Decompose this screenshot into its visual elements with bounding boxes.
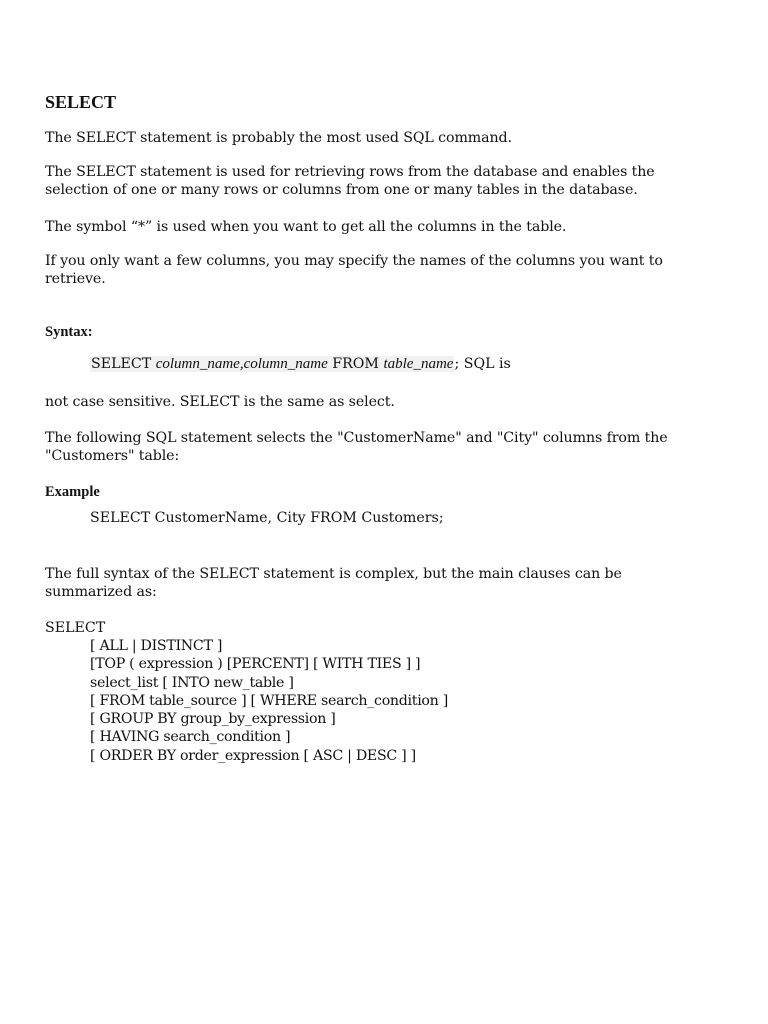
case-sensitivity-note: not case sensitive. SELECT is the same as select. <box>45 394 395 410</box>
page-title: SELECT <box>45 92 117 112</box>
columns-paragraph <box>45 252 725 288</box>
example-code: SELECT CustomerName, City FROM Customers; <box>90 510 444 526</box>
clause-item: [TOP ( expression ) [PERCENT] [ WITH TIES ] ] <box>90 656 421 673</box>
following-paragraph <box>45 429 725 465</box>
full-syntax-select-keyword: SELECT <box>45 620 106 636</box>
columns-paragraph-line2: retrieve. <box>45 271 106 287</box>
clause-item: [ HAVING search_condition ] <box>90 729 291 746</box>
syntax-column-names: column_name,column_name <box>155 356 328 372</box>
syntax-highlight <box>90 356 454 372</box>
full-syntax-clause-list <box>90 637 448 765</box>
syntax-table-name: table_name <box>383 356 454 372</box>
clause-item: [ GROUP BY group_by_expression ] <box>90 711 336 728</box>
full-syntax-line2: summarized as: <box>45 584 157 600</box>
syntax-from-keyword: FROM <box>327 356 384 372</box>
retrieval-paragraph <box>45 163 725 199</box>
asterisk-paragraph: The symbol “*” is used when you want to get all the columns in the table. <box>45 219 567 235</box>
retrieval-paragraph-line1: The SELECT statement is used for retrieving rows from the database and enables the <box>45 164 655 180</box>
clause-item: [ ALL | DISTINCT ] <box>90 638 223 654</box>
columns-paragraph-line1: If you only want a few columns, you may specify the names of the columns you want to <box>45 253 663 269</box>
following-paragraph-line1: The following SQL statement selects the "CustomerName" and "City" columns from the <box>45 430 668 446</box>
full-syntax-line1: The full syntax of the SELECT statement is complex, but the main clauses can be <box>45 566 622 582</box>
syntax-heading: Syntax: <box>45 324 93 340</box>
following-paragraph-line2: "Customers" table: <box>45 448 180 464</box>
syntax-code-line <box>90 355 511 373</box>
clause-item: [ FROM table_source ] [ WHERE search_condition ] <box>90 692 448 709</box>
clause-item: select_list [ INTO new_table ] <box>90 674 294 691</box>
example-heading: Example <box>45 484 100 500</box>
syntax-semicolon: ; <box>454 356 460 372</box>
syntax-trailing-text: SQL is <box>459 356 511 372</box>
syntax-select-keyword: SELECT <box>91 356 156 372</box>
clause-item: [ ORDER BY order_expression [ ASC | DESC ] ] <box>90 747 416 764</box>
retrieval-paragraph-line2: selection of one or many rows or columns from one or many tables in the database. <box>45 182 638 198</box>
intro-paragraph: The SELECT statement is probably the most used SQL command. <box>45 130 512 146</box>
full-syntax-paragraph <box>45 565 725 601</box>
